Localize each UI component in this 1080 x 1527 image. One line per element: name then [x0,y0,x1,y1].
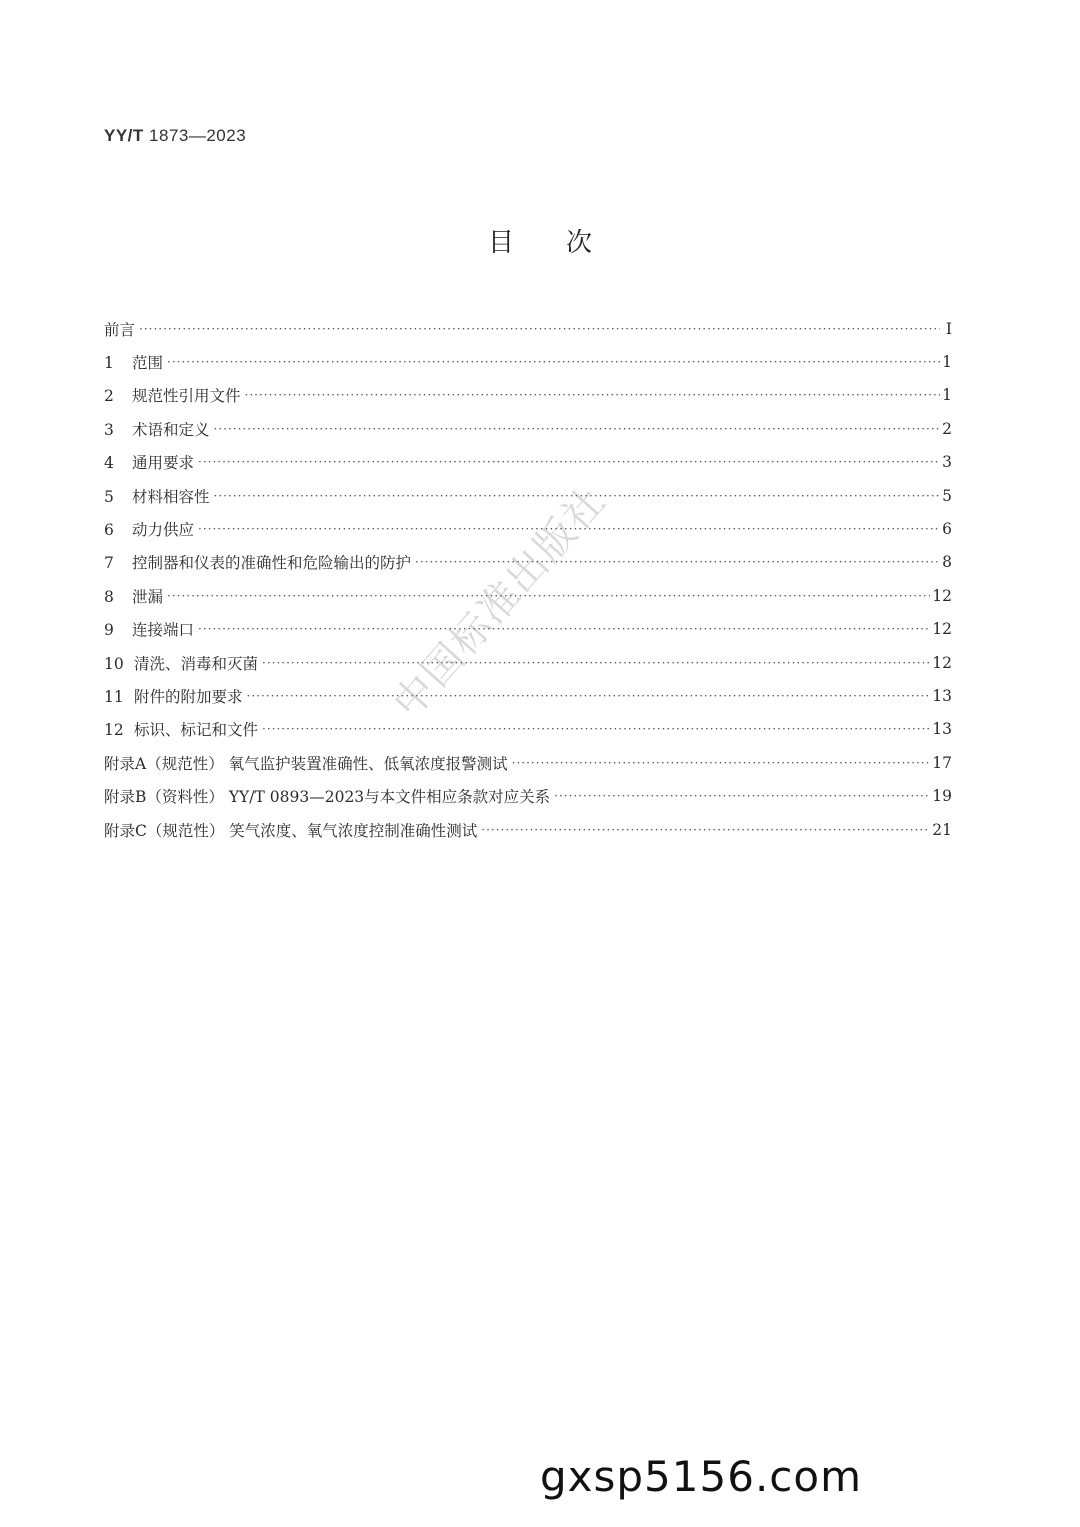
toc-entry-label [104,585,167,607]
toc-entry[interactable] [104,446,952,479]
dot-leader [167,589,930,603]
toc-entry-label [104,485,214,507]
toc-entry-label [104,685,247,707]
toc-entry-text: 术语和定义 [132,420,210,439]
toc-entry-label [104,318,139,340]
toc-entry-label [104,752,512,774]
toc-entry-page: 13 [932,720,952,739]
toc-entry-page: 3 [942,453,952,472]
toc-entry-label [104,384,245,406]
dot-leader [139,322,940,336]
toc-entry-number: 2 [104,387,114,406]
site-url: gxsp5156.com [540,1452,862,1501]
toc-entry-label [104,551,415,573]
toc-entry-number: 3 [104,420,114,439]
dot-leader [198,622,930,636]
toc-entry-label [104,518,198,540]
toc-entry-label [104,652,262,674]
toc-entry-text: 标识、标记和文件 [134,721,259,740]
toc-entry[interactable] [104,479,952,512]
toc-entry-text: 附录B（资料性） YY/T 0893—2023与本文件相应条款对应关系 [104,788,551,807]
watermark: 中国标准出版社 [384,477,616,727]
toc-entry-text: 清洗、消毒和灭菌 [134,654,259,673]
toc-entry-page: 5 [942,486,952,505]
dot-leader [245,388,940,402]
toc-entry[interactable] [104,713,952,746]
standard-code [104,126,246,146]
toc-entry-label [104,618,198,640]
toc-entry-text: 附录C（规范性） 笑气浓度、氧气浓度控制准确性测试 [104,821,478,840]
toc-entry-text: 连接端口 [132,621,195,640]
toc-entry-label [104,785,554,807]
dot-leader [198,455,940,469]
toc-entry[interactable] [104,345,952,378]
toc-entry-label [104,718,262,740]
toc-entry-number: 9 [104,621,114,640]
toc-entry-page: 2 [942,419,952,438]
toc-entry-number: 7 [104,554,114,573]
toc-entry-text: 附件的附加要求 [134,687,243,706]
toc-entry-text: 泄漏 [132,587,164,606]
standard-code-number: 1873—2023 [149,126,247,145]
dot-leader [167,355,940,369]
toc-entry[interactable] [104,412,952,445]
toc-entry-page: I [945,319,952,338]
toc-entry-label [104,451,198,473]
toc-entry-page: 12 [932,653,952,672]
toc-entry-number: 6 [104,521,114,540]
toc-entry[interactable] [104,779,952,812]
toc-entry-page: 21 [932,820,952,839]
toc-entry[interactable] [104,746,952,779]
toc-entry-text: 附录A（规范性） 氧气监护装置准确性、低氧浓度报警测试 [104,754,508,773]
toc-entry-page: 1 [942,353,952,372]
toc-entry-number: 10 [104,654,124,673]
toc-entry[interactable] [104,646,952,679]
toc-entry-number: 1 [104,354,114,373]
standard-code-prefix: YY/T [104,126,144,145]
toc-entry-number: 11 [104,687,124,706]
toc-entry-number: 12 [104,721,124,740]
toc-entry-label [104,351,167,373]
toc-entry-page: 8 [942,553,952,572]
toc-entry-page: 13 [932,686,952,705]
page-title: 目次 [487,228,644,258]
toc-entry-page: 12 [932,586,952,605]
toc-entry-page: 17 [932,753,952,772]
toc-entry-number: 5 [104,487,114,506]
toc-entry-text: 动力供应 [132,521,195,540]
dot-leader [214,422,940,436]
toc-entry-text: 通用要求 [132,454,195,473]
dot-leader [262,722,930,736]
toc-entry[interactable] [104,613,952,646]
toc-entry-label [104,418,214,440]
toc-entry-page: 19 [932,787,952,806]
dot-leader [512,756,931,770]
dot-leader [262,656,930,670]
toc-entry-page: 6 [942,520,952,539]
toc-entry-text: 范围 [132,354,164,373]
toc-entry-number: 8 [104,587,114,606]
toc-entry-text: 控制器和仪表的准确性和危险输出的防护 [132,554,412,573]
dot-leader [247,689,931,703]
toc-entry-number: 4 [104,454,114,473]
toc-entry-text: 规范性引用文件 [132,387,241,406]
toc-entry[interactable] [104,379,952,412]
toc-entry-page: 12 [932,620,952,639]
dot-leader [554,789,930,803]
dot-leader [481,823,930,837]
toc-entry-page: 1 [942,386,952,405]
toc-entry[interactable] [104,679,952,712]
toc-entry[interactable] [104,312,952,345]
toc-entry-label [104,819,481,841]
toc-entry[interactable] [104,813,952,846]
toc-entry-text: 前言 [104,320,136,339]
toc-entry-text: 材料相容性 [132,487,210,506]
